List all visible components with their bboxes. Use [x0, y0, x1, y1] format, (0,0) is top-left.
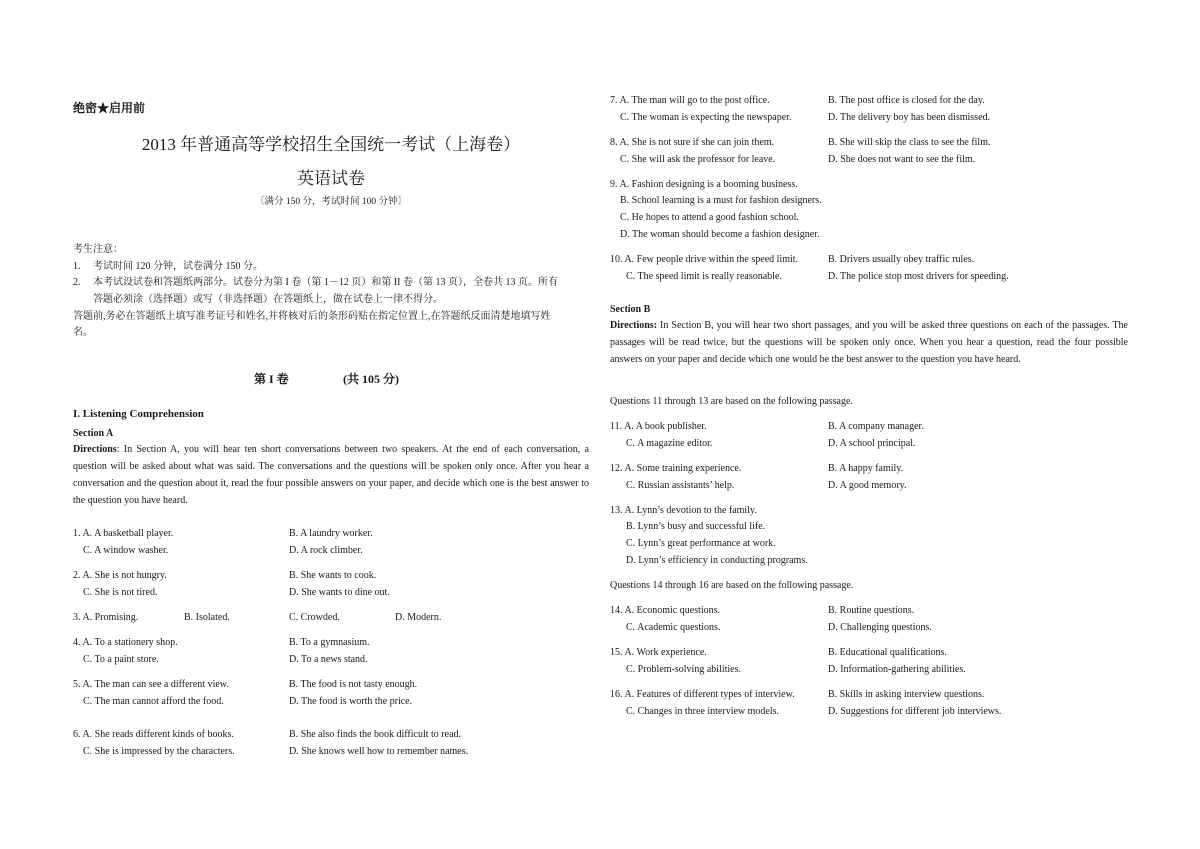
- q10-option-c: C. The speed limit is really reasonable.: [626, 271, 782, 282]
- directions-text: : In Section A, you will hear ten short conversations between two speakers. At the end of each conversation, a question will be asked about what was said. The conversations and the questions will be spoken only once. After you hear a conversation and the question about it, read the four possible answers on your paper, and decide which one is the best answer to the question you have heard.: [73, 444, 589, 506]
- score-time: 〔满分 150 分，考试时间 100 分钟〕: [254, 197, 407, 207]
- q5-option-b: B. The food is not tasty enough.: [289, 679, 418, 690]
- q12-option-b: B. A happy family.: [828, 463, 904, 474]
- q16-option-b: B. Skills in asking interview questions.: [828, 689, 985, 700]
- exam-title: 2013 年普通高等学校招生全国统一考试（上海卷）: [141, 135, 521, 154]
- q2-option-d: D. She wants to dine out.: [289, 587, 390, 598]
- q6-option-d: D. She knows well how to remember names.: [289, 746, 469, 757]
- q8-option-c: C. She will ask the professor for leave.: [620, 154, 776, 165]
- q15-option-c: C. Problem-solving abilities.: [626, 664, 741, 675]
- q4-option-a: 4. A. To a stationery shop.: [73, 637, 178, 648]
- q12-option-c: C. Russian assistants’ help.: [626, 480, 735, 491]
- section-a-directions: [73, 441, 589, 509]
- passage-1-intro: Questions 11 through 13 are based on the following passage.: [610, 396, 853, 407]
- q14-option-c: C. Academic questions.: [626, 622, 721, 633]
- listening-title: I. Listening Comprehension: [73, 408, 204, 420]
- q15-option-d: D. Information-gathering abilities.: [828, 664, 966, 675]
- q4-option-b: B. To a gymnasium.: [289, 637, 370, 648]
- q3-option-b: B. Isolated.: [184, 612, 230, 623]
- q1-option-a: 1. A. A basketball player.: [73, 528, 174, 539]
- q3-option-c: C. Crowded.: [289, 612, 340, 623]
- q6-option-a: 6. A. She reads different kinds of books.: [73, 729, 234, 740]
- q14-option-b: B. Routine questions.: [828, 605, 915, 616]
- q13-option-b: B. Lynn’s busy and successful life.: [626, 521, 766, 532]
- q2-option-c: C. She is not tired.: [83, 587, 158, 598]
- q9-option-b: B. School learning is a must for fashion designers.: [620, 195, 822, 206]
- q11-option-b: B. A company manager.: [828, 421, 924, 432]
- q9-option-c: C. He hopes to attend a good fashion school.: [620, 212, 799, 223]
- q3-option-a: 3. A. Promising.: [73, 612, 139, 623]
- q5-option-c: C. The man cannot afford the food.: [83, 696, 224, 707]
- notice-label: 考生注意：: [73, 244, 123, 255]
- q9-option-d: D. The woman should become a fashion designer.: [620, 229, 820, 240]
- q15-option-b: B. Educational qualifications.: [828, 647, 947, 658]
- q14-option-d: D. Challenging questions.: [828, 622, 932, 633]
- q13-option-d: D. Lynn’s efficiency in conducting programs.: [626, 555, 808, 566]
- confidential-mark: 绝密★启用前: [73, 101, 146, 115]
- notice-item-1: 1. 考试时间 120 分钟，试卷满分 150 分。: [73, 261, 263, 272]
- q7-option-c: C. The woman is expecting the newspaper.: [620, 112, 792, 123]
- q6-option-b: B. She also finds the book difficult to read.: [289, 729, 462, 740]
- q16-option-a: 16. A. Features of different types of interview.: [610, 689, 795, 700]
- part-one-points: (共 105 分): [343, 372, 399, 386]
- q4-option-d: D. To a news stand.: [289, 654, 368, 665]
- q1-option-b: B. A laundry worker.: [289, 528, 373, 539]
- q4-option-c: C. To a paint store.: [83, 654, 159, 665]
- q10-option-d: D. The police stop most drivers for speeding.: [828, 271, 1009, 282]
- directions-label: Directions: [73, 444, 117, 455]
- q6-option-c: C. She is impressed by the characters.: [83, 746, 235, 757]
- exam-subject: 英语试卷: [297, 169, 365, 188]
- passage-2-intro: Questions 14 through 16 are based on the following passage.: [610, 580, 854, 591]
- q11-option-c: C. A magazine editor.: [626, 438, 713, 449]
- q2-option-b: B. She wants to cook.: [289, 570, 377, 581]
- notice-item-3-cont: 名。: [73, 327, 93, 338]
- q16-option-c: C. Changes in three interview models.: [626, 706, 780, 717]
- q13-option-a: 13. A. Lynn’s devotion to the family.: [610, 505, 757, 516]
- section-b-directions: [610, 317, 1128, 368]
- q11-option-d: D. A school principal.: [828, 438, 916, 449]
- q13-option-c: C. Lynn’s great performance at work.: [626, 538, 776, 549]
- q10-option-b: B. Drivers usually obey traffic rules.: [828, 254, 975, 265]
- section-b-directions-text: In Section B, you will hear two short passages, and you will be asked three questions on each of the passages. The passages will be read twice, but the questions will be spoken only once. When you hear a question, read the four possible answers on your paper and decide which one would be the best answer to the question you have heard.: [610, 320, 1128, 365]
- q15-option-a: 15. A. Work experience.: [610, 647, 707, 658]
- notice-item-2: 2. 本考试设试卷和答题纸两部分。试卷分为第 I 卷（第 1－12 页）和第 II 卷（第 13 页），全卷共 13 页。所有: [73, 277, 558, 288]
- q3-option-d: D. Modern.: [395, 612, 442, 623]
- q7-option-d: D. The delivery boy has been dismissed.: [828, 112, 991, 123]
- q8-option-a: 8. A. She is not sure if she can join them.: [610, 137, 775, 148]
- q8-option-b: B. She will skip the class to see the film.: [828, 137, 991, 148]
- q2-option-a: 2. A. She is not hungry.: [73, 570, 167, 581]
- q1-option-c: C. A window washer.: [83, 545, 169, 556]
- q5-option-d: D. The food is worth the price.: [289, 696, 413, 707]
- q14-option-a: 14. A. Economic questions.: [610, 605, 720, 616]
- part-one-label: 第 I 卷: [254, 372, 289, 386]
- q16-option-d: D. Suggestions for different job interviews.: [828, 706, 1002, 717]
- q5-option-a: 5. A. The man can see a different view.: [73, 679, 229, 690]
- q1-option-d: D. A rock climber.: [289, 545, 363, 556]
- q7-option-b: B. The post office is closed for the day.: [828, 95, 985, 106]
- q12-option-d: D. A good memory.: [828, 480, 907, 491]
- q9-option-a: 9. A. Fashion designing is a booming business.: [610, 179, 798, 190]
- q8-option-d: D. She does not want to see the film.: [828, 154, 976, 165]
- q12-option-a: 12. A. Some training experience.: [610, 463, 742, 474]
- notice-item-3: 答题前,务必在答题纸上填写准考证号和姓名,并将核对后的条形码贴在指定位置上,在答题纸反面清楚地填写姓: [73, 311, 551, 322]
- notice-item-2-cont: 答题必须涂（选择题）或写（非选择题）在答题纸上，做在试卷上一律不得分。: [93, 294, 443, 305]
- section-a-title: Section A: [73, 428, 114, 439]
- q11-option-a: 11. A. A book publisher.: [610, 421, 707, 432]
- q10-option-a: 10. A. Few people drive within the speed limit.: [610, 254, 799, 265]
- section-b-directions-label: Directions:: [610, 320, 658, 331]
- section-b-title: Section B: [610, 304, 651, 315]
- q7-option-a: 7. A. The man will go to the post office.: [610, 95, 770, 106]
